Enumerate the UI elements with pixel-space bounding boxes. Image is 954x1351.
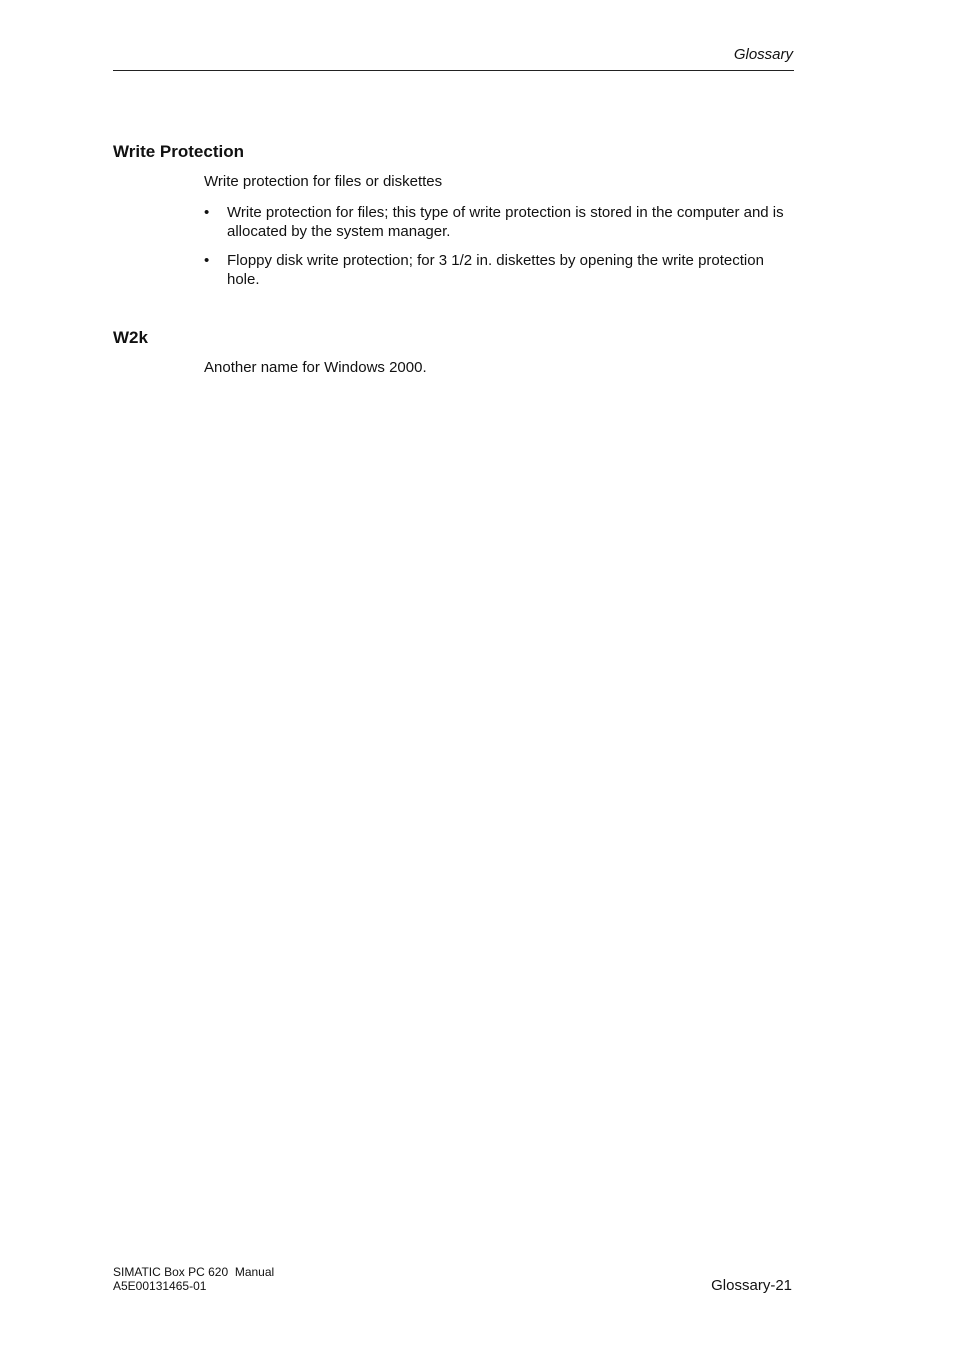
list-item [204, 251, 794, 289]
footer-manual-title: SIMATIC Box PC 620 Manual [113, 1265, 275, 1279]
list-item-text: Floppy disk write protection; for 3 1/2 in. diskettes by opening the write protection hole. [227, 252, 764, 288]
bullet-icon: • [204, 204, 210, 221]
entry-title-write-protection: Write Protection [113, 142, 244, 161]
footer-order-number: A5E00131465-01 [113, 1279, 207, 1293]
entry-definition: Another name for Windows 2000. [204, 359, 427, 376]
footer-left [113, 1265, 274, 1293]
page-header [113, 45, 794, 71]
list-item [204, 203, 794, 241]
entry-title-w2k: W2k [113, 328, 148, 347]
bullet-list [204, 203, 794, 289]
entry-body-write-protection [204, 172, 794, 299]
header-title: Glossary [733, 46, 793, 63]
list-item-text: Write protection for files; this type of write protection is stored in the computer and is allocated by the system manager. [227, 204, 784, 240]
page-number: Glossary-21 [711, 1277, 792, 1294]
entry-definition: Write protection for files or diskettes [204, 173, 443, 190]
entry-body-w2k [204, 358, 794, 377]
bullet-icon: • [204, 252, 210, 269]
